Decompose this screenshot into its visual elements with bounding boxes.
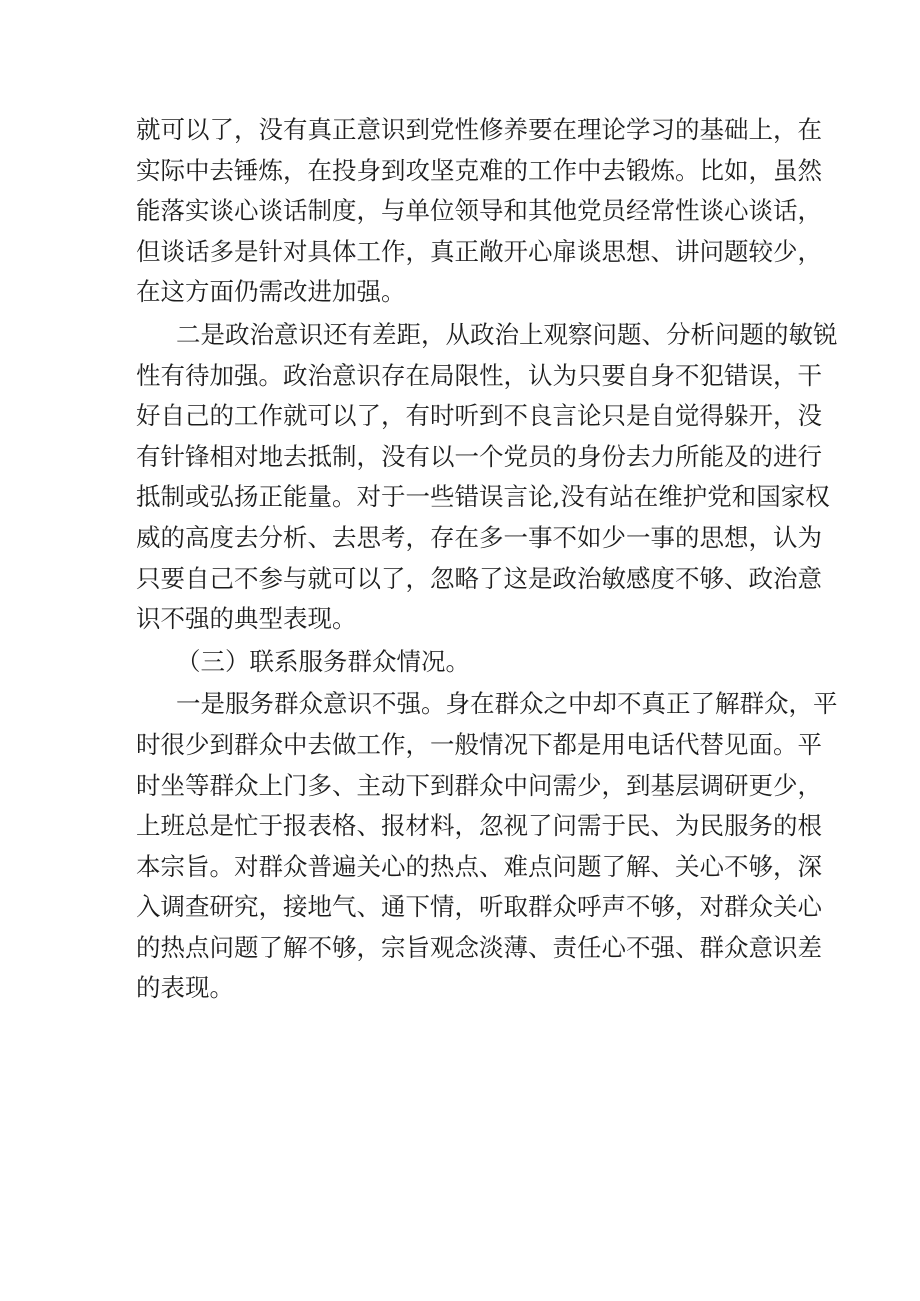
text-line: 性有待加强。政治意识存在局限性，认为只要自身不犯错误，干 [136, 360, 822, 390]
text-line: 有针锋相对地去抵制，没有以一个党员的身份去力所能及的进行 [136, 441, 822, 471]
section-heading [136, 642, 792, 683]
paragraph-serving-masses [136, 684, 838, 1009]
heading-text: （三）联系服务群众情况。 [176, 646, 470, 676]
text-line: 实际中去锤炼，在投身到攻坚克难的工作中去锻炼。比如，虽然 [136, 155, 822, 185]
text-line: 在这方面仍需改进加强。 [136, 277, 406, 307]
text-line: 好自己的工作就可以了，有时听到不良言论只是自觉得躲开，没 [136, 401, 822, 431]
text-line: 时坐等群众上门多、主动下到群众中问需少，到基层调研更少， [136, 770, 822, 800]
text-line: 只要自己不参与就可以了，忽略了这是政治敏感度不够、政治意 [136, 563, 822, 593]
text-line: 的表现。 [136, 973, 234, 1003]
document-body [136, 110, 838, 1009]
text-line: 本宗旨。对群众普遍关心的热点、难点问题了解、关心不够，深 [136, 851, 822, 881]
text-line: 上班总是忙于报表格、报材料，忽视了问需于民、为民服务的根 [136, 811, 822, 841]
text-line: 二是政治意识还有差距，从政治上观察问题、分析问题的敏锐 [176, 319, 838, 349]
text-line: 时很少到群众中去做工作，一般情况下都是用电话代替见面。平 [136, 729, 822, 759]
text-line: 一是服务群众意识不强。身在群众之中却不真正了解群众，平 [176, 689, 838, 719]
text-line: 就可以了，没有真正意识到党性修养要在理论学习的基础上，在 [136, 115, 822, 144]
text-line: 但谈话多是针对具体工作，真正敞开心扉谈思想、讲问题较少， [136, 236, 822, 266]
text-line: 的热点问题了解不够，宗旨观念淡薄、责任心不强、群众意识差 [136, 932, 822, 962]
text-line: 入调查研究，接地气、通下情，听取群众呼声不够，对群众关心 [136, 892, 822, 922]
paragraph-party-cultivation [136, 110, 822, 313]
text-line: 识不强的典型表现。 [136, 604, 357, 634]
text-line: 威的高度去分析、去思考，存在多一事不如少一事的思想，认为 [136, 522, 822, 552]
text-line: 能落实谈心谈话制度，与单位领导和其他党员经常性谈心谈话， [136, 196, 822, 226]
paragraph-political-awareness [136, 315, 838, 640]
text-line: 抵制或弘扬正能量。对于一些错误言论,没有站在维护党和国家权 [136, 482, 830, 512]
